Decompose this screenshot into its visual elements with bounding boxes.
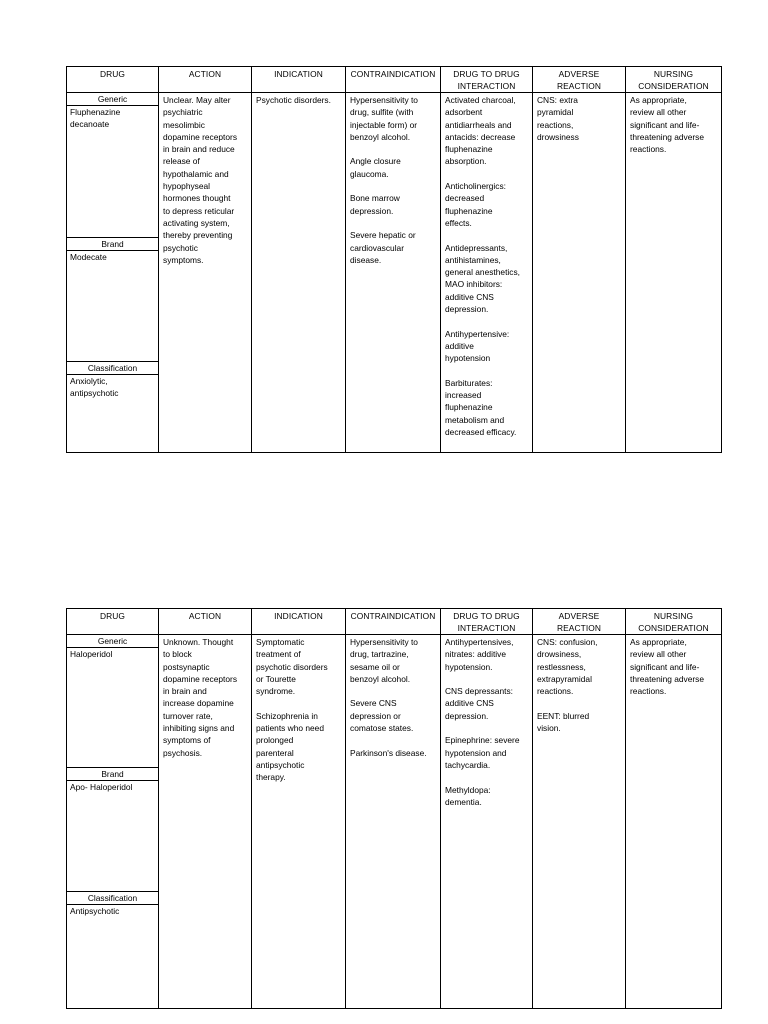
text-line: metabolism and [445,414,505,425]
text-line: inhibiting signs and [163,723,235,734]
drug-table-1 [66,66,722,453]
text-line: Antihypertensives, [445,637,514,647]
text-line: therapy. [256,772,286,783]
text-line: additive [445,340,474,351]
header-text: CONSIDERATION [638,623,709,633]
header-text: CONTRAINDICATION [350,611,436,621]
classification-value [67,905,158,917]
text-line: hypothalamic and [163,168,229,179]
text-line: drug, tartrazine, [350,649,409,660]
brand-section [67,767,158,793]
paragraph [163,636,247,759]
text-line: dementia. [445,796,482,807]
paragraph [350,747,436,759]
text-line: Unknown. Thought [163,637,234,647]
text-line: depression. [445,304,489,315]
text-line: Symptomatic [256,637,305,647]
paragraph [445,685,528,722]
text-line: in brain and reduce [163,144,235,155]
text-line: reactions, [537,119,574,130]
text-line: increased [445,390,482,401]
classification-label: Classification [67,891,158,905]
nursing-consideration-cell [626,93,722,453]
header-drug-interaction [441,609,533,635]
text-line: to block [163,649,192,660]
drug-row [67,635,722,1009]
header-text: DRUG [99,69,126,79]
text-line: Antihypertensive: [445,328,510,339]
header-text: ACTION [188,69,222,79]
interaction-cell [441,93,533,453]
drug-row [67,93,722,453]
text-line: Barbiturates: [445,377,493,388]
brand-line: Modecate [70,252,107,262]
header-text: DRUG TO DRUG [453,69,520,79]
paragraph [445,180,528,229]
text-line: hypotension and [445,747,507,758]
header-text: REACTION [556,81,602,91]
header-row [67,609,722,635]
generic-line: Fluphenazine [70,107,121,117]
header-text: DRUG TO DRUG [453,611,520,621]
text-line: drowsiness, [537,649,582,660]
header-adverse-reaction [533,609,626,635]
header-nursing-consideration [626,609,722,635]
text-line: vision. [537,723,561,734]
text-line: Bone marrow [350,193,400,204]
text-line: parenteral [256,747,294,758]
text-line: hypophyseal [163,181,211,192]
text-line: psychiatric [163,107,203,118]
text-line: treatment of [256,649,301,660]
header-indication [252,609,346,635]
header-text: DRUG [99,611,126,621]
header-action [159,67,252,93]
header-text: NURSING [653,611,694,621]
text-line: fluphenazine [445,402,493,413]
header-text: NURSING [653,69,694,79]
header-text: INDICATION [274,69,323,79]
text-line: depression. [445,710,489,721]
generic-section [67,93,158,131]
text-line: glaucoma. [350,168,389,179]
text-line: extrapyramidal [537,673,592,684]
generic-line: decanoate [70,119,110,130]
header-indication [252,67,346,93]
text-line: depression. [350,205,394,216]
text-line: Epinephrine: severe [445,735,520,746]
generic-section [67,635,158,660]
text-line: significant and life- [630,119,700,130]
indication-cell [252,635,346,1009]
text-line: fluphenazine [445,144,493,155]
text-line: hypotension. [445,661,493,672]
text-line: MAO inhibitors: [445,279,503,290]
paragraph [350,155,436,180]
text-line: patients who need [256,723,324,734]
text-line: hormones thought [163,193,231,204]
text-line: comatose states. [350,723,414,734]
header-text: INTERACTION [457,81,516,91]
text-line: Activated charcoal, [445,95,516,105]
paragraph [350,192,436,217]
text-line: symptoms. [163,254,204,265]
paragraph [445,734,528,771]
paragraph [350,94,436,143]
paragraph [537,636,621,697]
text-line: psychotic [163,242,198,253]
text-line: reactions. [630,144,667,155]
text-line: symptoms of [163,735,211,746]
brand-line: Apo- Haloperidol [70,782,133,792]
interaction-cell [441,635,533,1009]
brand-value [67,781,158,793]
action-cell [159,93,252,453]
text-line: adsorbent [445,107,483,118]
text-line: disease. [350,254,382,265]
text-line: injectable form) or [350,119,418,130]
text-line: As appropriate, [630,95,687,105]
header-text: ADVERSE [558,69,600,79]
indication-cell [252,93,346,453]
text-line: psychosis. [163,747,203,758]
paragraph [537,710,621,735]
header-drug [67,67,159,93]
header-contraindication [346,67,441,93]
text-line: antidiarrheals and [445,119,512,130]
paragraph [445,242,528,316]
text-line: to depress reticular [163,205,235,216]
text-line: release of [163,156,200,167]
classification-section [67,891,158,917]
header-text: ADVERSE [558,611,600,621]
generic-value [67,106,158,131]
paragraph [350,697,436,734]
text-line: absorption. [445,156,487,167]
text-line: Severe hepatic or [350,230,416,241]
text-line: Parkinson's disease. [350,747,427,758]
drug-cell [67,93,159,453]
text-line: antacids: decrease [445,131,516,142]
header-action [159,609,252,635]
text-line: thereby preventing [163,230,233,241]
contraindication-cell [346,635,441,1009]
text-line: additive CNS [445,291,494,302]
text-line: As appropriate, [630,637,687,647]
contraindication-cell [346,93,441,453]
text-line: decreased efficacy. [445,427,517,438]
text-line: Hypersensitivity to [350,95,418,105]
brand-value [67,251,158,263]
header-adverse-reaction [533,67,626,93]
action-cell [159,635,252,1009]
drug-table-2 [66,608,722,1009]
generic-label: Generic [67,635,158,648]
text-line: review all other [630,107,687,118]
text-line: Severe CNS [350,698,397,709]
header-text: INDICATION [274,611,323,621]
paragraph [630,636,717,697]
drug-cell [67,635,159,1009]
brand-label: Brand [67,237,158,251]
text-line: drowsiness [537,131,579,142]
text-line: tachycardia. [445,759,491,770]
text-line: benzoyl alcohol. [350,131,411,142]
text-line: reactions. [630,686,667,697]
text-line: Antidepressants, [445,242,508,253]
text-line: Unclear. May alter [163,95,231,105]
text-line: nitrates: additive [445,649,506,660]
header-text: REACTION [556,623,602,633]
text-line: review all other [630,649,687,660]
text-line: syndrome. [256,686,296,697]
text-line: dopamine receptors [163,673,238,684]
text-line: mesolimbic [163,119,205,130]
text-line: Hypersensitivity to [350,637,418,647]
text-line: Schizophrenia in [256,710,318,721]
header-drug [67,609,159,635]
text-line: decreased [445,193,485,204]
text-line: antipsychotic [256,759,305,770]
paragraph [256,94,341,106]
text-line: CNS depressants: [445,686,513,697]
text-line: hypotension [445,353,491,364]
paragraph [163,94,247,266]
nursing-consideration-cell [626,635,722,1009]
text-line: significant and life- [630,661,700,672]
adverse-reaction-cell [533,93,626,453]
text-line: increase dopamine [163,698,234,709]
classification-line: antipsychotic [70,388,119,399]
paragraph [445,784,528,809]
classification-line: Anxiolytic, [70,376,108,386]
header-drug-interaction [441,67,533,93]
text-line: Angle closure [350,156,401,167]
header-text: INTERACTION [457,623,516,633]
header-contraindication [346,609,441,635]
text-line: CNS: extra [537,95,578,105]
classification-label: Classification [67,361,158,375]
text-line: prolonged [256,735,294,746]
header-text: ACTION [188,611,222,621]
generic-value [67,648,158,660]
text-line: restlessness, [537,661,586,672]
brand-section [67,237,158,263]
text-line: pyramidal [537,107,574,118]
paragraph [445,377,528,438]
text-line: depression or [350,710,401,721]
text-line: benzoyl alcohol. [350,673,411,684]
generic-label: Generic [67,93,158,106]
text-line: effects. [445,217,472,228]
paragraph [256,636,341,697]
text-line: dopamine receptors [163,131,238,142]
paragraph [537,94,621,143]
header-nursing-consideration [626,67,722,93]
text-line: activating system, [163,217,230,228]
text-line: threatening adverse [630,673,705,684]
paragraph [630,94,717,155]
text-line: in brain and [163,686,207,697]
text-line: or Tourette [256,673,296,684]
classification-value [67,375,158,400]
text-line: drug, sulfite (with [350,107,414,118]
text-line: psychotic disorders [256,661,328,672]
text-line: Methyldopa: [445,784,491,795]
paragraph [445,94,528,168]
paragraph [445,328,528,365]
text-line: threatening adverse [630,131,705,142]
paragraph [445,636,528,673]
classification-section [67,361,158,400]
paragraph [350,636,436,685]
header-text: CONTRAINDICATION [350,69,436,79]
text-line: reactions. [537,686,574,697]
text-line: additive CNS [445,698,494,709]
text-line: postsynaptic [163,661,210,672]
text-line: antihistamines, [445,254,501,265]
paragraph [350,229,436,266]
text-line: general anesthetics, [445,267,520,278]
text-line: cardiovascular [350,242,404,253]
text-line: EENT: blurred [537,710,590,721]
generic-line: Haloperidol [70,649,113,659]
adverse-reaction-cell [533,635,626,1009]
text-line: CNS: confusion, [537,637,598,647]
brand-label: Brand [67,767,158,781]
text-line: turnover rate, [163,710,213,721]
text-line: fluphenazine [445,205,493,216]
text-line: Psychotic disorders. [256,95,331,105]
header-row [67,67,722,93]
paragraph [256,710,341,784]
classification-line: Antipsychotic [70,906,120,916]
header-text: CONSIDERATION [638,81,709,91]
text-line: sesame oil or [350,661,400,672]
text-line: Anticholinergics: [445,181,506,192]
